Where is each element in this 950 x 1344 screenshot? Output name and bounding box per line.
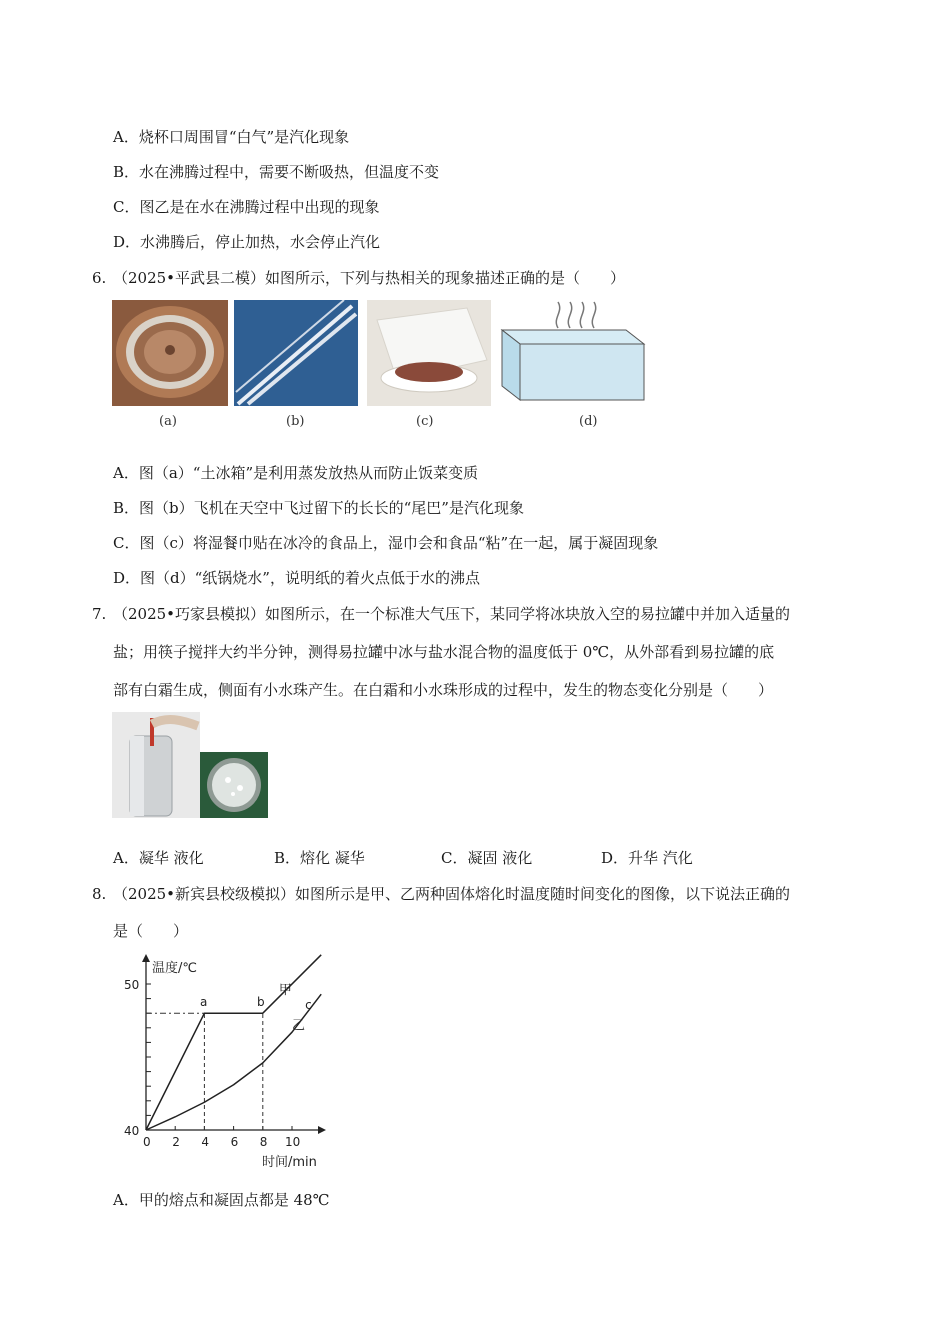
point-label-c: c bbox=[305, 997, 312, 1012]
y-axis-arrow bbox=[142, 954, 150, 962]
q7-option-d: D．升华 汽化 bbox=[601, 849, 693, 867]
q5-option-a: A．烧杯口周围冒“白气”是汽化现象 bbox=[113, 128, 350, 146]
x-tick-label-8: 8 bbox=[259, 1135, 268, 1149]
x-tick-label-6: 6 bbox=[230, 1135, 239, 1149]
q6-option-a: A．图（a）“土冰箱”是利用蒸发放热从而防止饭菜变质 bbox=[113, 464, 479, 482]
point-label-a: a bbox=[200, 994, 208, 1009]
q5-option-c: C．图乙是在水在沸腾过程中出现的现象 bbox=[113, 198, 380, 216]
q7-figure bbox=[112, 712, 268, 818]
q6-number: 6. bbox=[92, 269, 107, 287]
series-line-yi bbox=[146, 994, 321, 1130]
q5-option-b: B．水在沸腾过程中，需要不断吸热，但温度不变 bbox=[113, 163, 440, 181]
q8-number: 8. bbox=[92, 885, 107, 903]
q6-stem: （2025•平武县二模）如图所示，下列与热相关的现象描述正确的是（ ） bbox=[113, 269, 626, 287]
x-tick-label-10: 10 bbox=[285, 1135, 301, 1149]
q6-option-b: B．图（b）飞机在天空中飞过留下的长长的“尾巴”是汽化现象 bbox=[113, 499, 524, 517]
q6-option-c: C．图（c）将湿餐巾贴在冰冷的食品上，湿巾会和食品“粘”在一起，属于凝固现象 bbox=[113, 534, 659, 552]
fig-a-caption: (a) bbox=[159, 414, 177, 429]
point-label-b: b bbox=[256, 994, 265, 1009]
q7-stem-line-1: （2025•巧家县模拟）如图所示，在一个标准大气压下，某同学将冰块放入空的易拉罐中并加入适量的 bbox=[113, 605, 791, 623]
q6-option-d: D．图（d）“纸锅烧水”，说明纸的着火点低于水的沸点 bbox=[113, 569, 480, 587]
series-label-jia: 甲 bbox=[278, 983, 292, 999]
q8-stem-line-1: （2025•新宾县校级模拟）如图所示是甲、乙两种固体熔化时温度随时间变化的图像，以下说法正确的 bbox=[113, 885, 791, 903]
x-tick-label-2: 2 bbox=[172, 1135, 180, 1149]
q6-figure bbox=[112, 300, 648, 440]
q7-stem-line-3: 部有白霜生成，侧面有小水珠产生。在白霜和小水珠形成的过程中，发生的物态变化分别是（ ） bbox=[113, 681, 774, 699]
temperature-time-chart bbox=[112, 950, 332, 1172]
q7-number: 7. bbox=[92, 605, 107, 623]
fig-a-earthen-fridge bbox=[112, 300, 228, 406]
q8-stem-line-2: 是（ ） bbox=[113, 922, 189, 940]
fig-d-paper-pot bbox=[498, 300, 648, 406]
x-axis-label: 时间/min bbox=[262, 1155, 317, 1170]
q7-option-c: C．凝固 液化 bbox=[441, 849, 533, 867]
fig-d-caption: (d) bbox=[579, 414, 598, 429]
fig-b-contrails bbox=[234, 300, 358, 406]
q8-option-a: A．甲的熔点和凝固点都是 48℃ bbox=[113, 1191, 330, 1209]
q7-option-a: A．凝华 液化 bbox=[113, 849, 204, 867]
series-label-yi: 乙 bbox=[292, 1018, 306, 1034]
fig-c-napkin-food bbox=[367, 300, 491, 406]
y-axis-label: 温度/℃ bbox=[152, 961, 197, 976]
y-tick-label-50: 50 bbox=[124, 978, 140, 992]
q5-option-d: D．水沸腾后，停止加热，水会停止汽化 bbox=[113, 233, 381, 251]
x-tick-label-0: 0 bbox=[143, 1135, 151, 1149]
x-axis-arrow bbox=[318, 1126, 326, 1134]
fig-c-caption: (c) bbox=[416, 414, 434, 429]
fig-can-photo bbox=[112, 712, 200, 818]
q7-option-b: B．熔化 凝华 bbox=[274, 849, 365, 867]
y-tick-label-40: 40 bbox=[124, 1124, 140, 1138]
fig-frost-photo bbox=[200, 752, 268, 818]
fig-b-caption: (b) bbox=[286, 414, 305, 429]
q7-stem-line-2: 盐；用筷子搅拌大约半分钟，测得易拉罐中冰与盐水混合物的温度低于 0℃，从外部看到易拉罐的底 bbox=[113, 643, 775, 661]
series-line-jia bbox=[146, 955, 321, 1130]
x-tick-label-4: 4 bbox=[201, 1135, 210, 1149]
